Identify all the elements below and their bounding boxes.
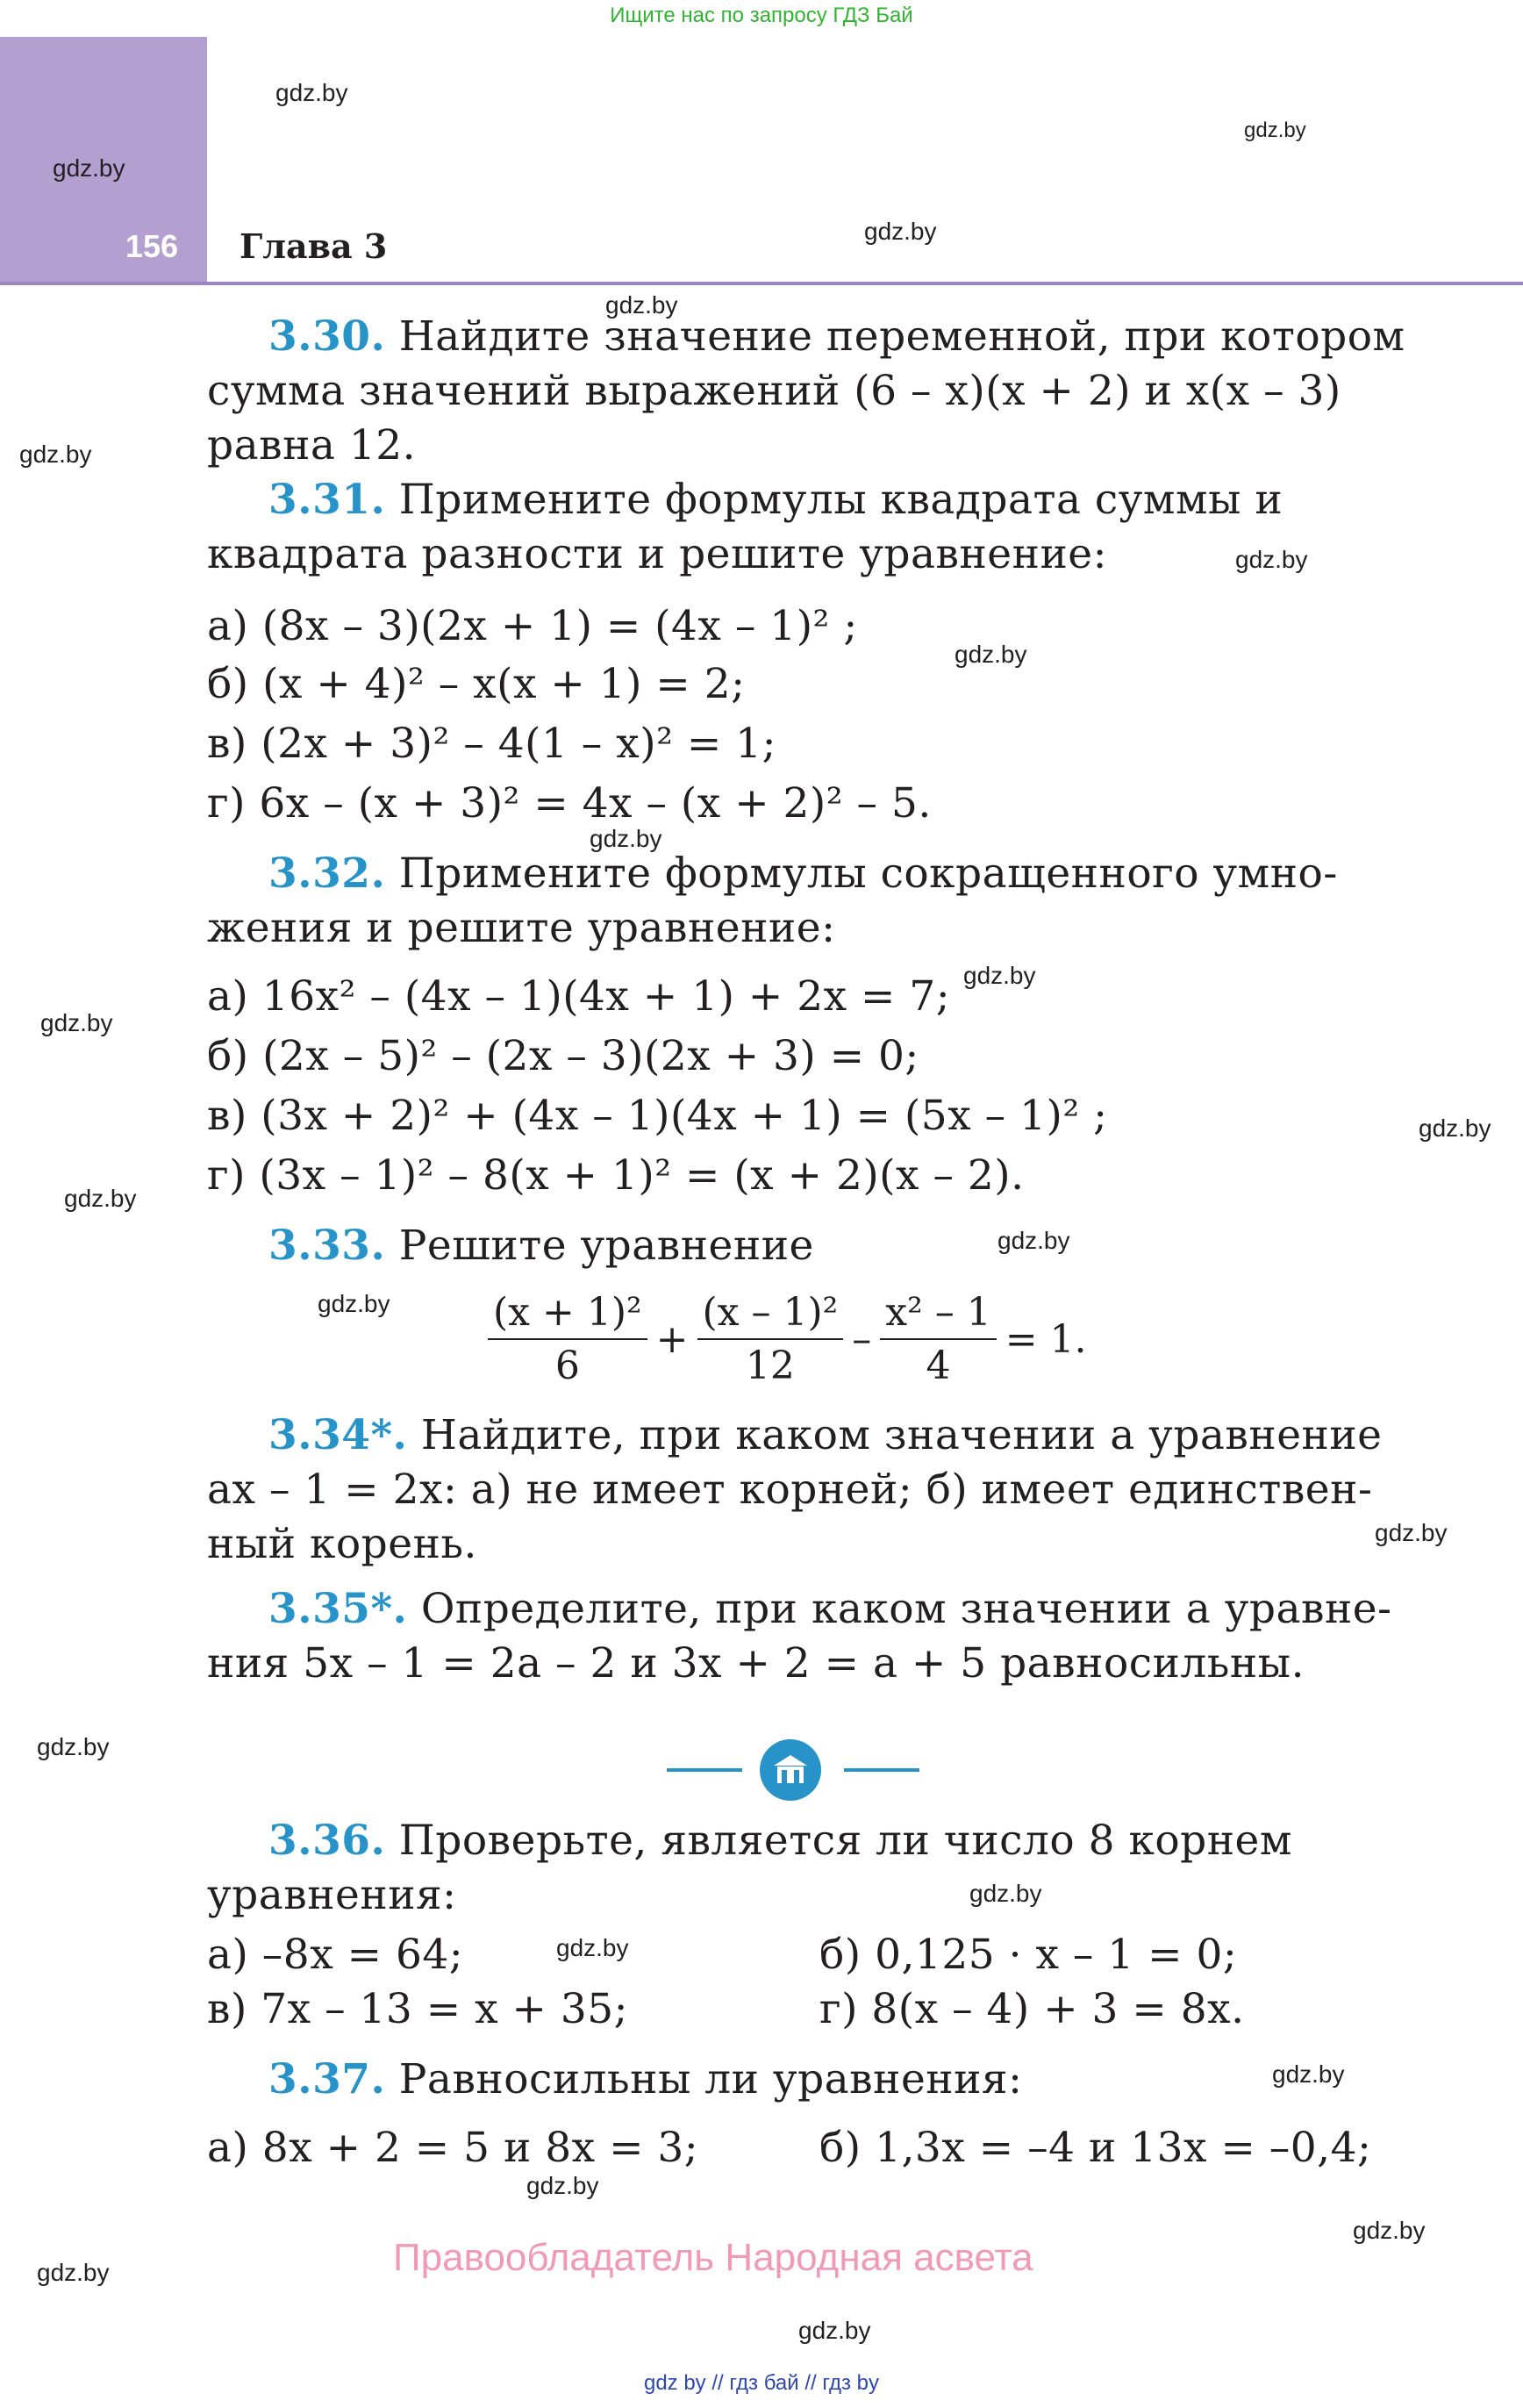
denominator: 6 <box>554 1344 580 1388</box>
problem-number: 3.35*. <box>268 1585 408 1633</box>
problem-3-35-line2: ния 5x – 1 = 2a – 2 и 3x + 2 = a + 5 равносильны. <box>207 1639 1305 1688</box>
problem-number: 3.32. <box>268 849 386 898</box>
problem-text: Решите уравнение <box>398 1222 814 1270</box>
problem-3-37-line1 <box>268 2055 1022 2103</box>
numerator: x² – 1 <box>880 1290 996 1340</box>
watermark: gdz.by <box>1244 118 1306 142</box>
fraction-3 <box>880 1290 996 1388</box>
watermark: gdz.by <box>40 1009 113 1036</box>
problem-3-31-d: г) 6x – (x + 3)² = 4x – (x + 2)² – 5. <box>207 779 932 828</box>
watermark: gdz.by <box>963 962 1036 989</box>
watermark: gdz.by <box>590 825 662 852</box>
watermark: gdz.by <box>64 1185 137 1212</box>
watermark: gdz.by <box>798 2317 871 2344</box>
watermark: gdz.by <box>318 1290 390 1317</box>
chapter-title: Глава 3 <box>240 226 388 266</box>
watermark: gdz.by <box>526 2172 599 2199</box>
problem-3-36-c: в) 7x – 13 = x + 35; <box>207 1985 628 2033</box>
watermark: gdz.by <box>1235 546 1308 573</box>
problem-text: Равносильны ли уравнения: <box>398 2055 1023 2103</box>
operator: – <box>852 1316 872 1362</box>
divider-line <box>667 1768 742 1772</box>
watermark: gdz.by <box>605 291 678 319</box>
problem-3-36-a: а) –8x = 64; <box>207 1931 464 1979</box>
problem-3-34-line1 <box>268 1411 1383 1459</box>
problem-3-31-line1 <box>268 476 1283 524</box>
problem-3-32-b: б) (2x – 5)² – (2x – 3)(2x + 3) = 0; <box>207 1032 919 1080</box>
problem-number: 3.36. <box>268 1817 386 1865</box>
problem-text: Определите, при каком значении a уравне- <box>420 1585 1392 1633</box>
footer-links[interactable]: gdz by // гдз бай // гдз by <box>643 2371 880 2395</box>
problem-3-30-line1 <box>268 312 1405 361</box>
page-number: 156 <box>125 228 179 264</box>
problem-3-32-d: г) (3x – 1)² – 8(x + 1)² = (x + 2)(x – 2). <box>207 1151 1025 1200</box>
problem-3-31-a: а) (8x – 3)(2x + 1) = (4x – 1)² ; <box>207 602 858 650</box>
watermark: gdz.by <box>19 441 92 468</box>
watermark: gdz.by <box>1353 2217 1426 2244</box>
problem-number: 3.30. <box>268 312 386 361</box>
fraction-2 <box>697 1290 844 1388</box>
watermark: gdz.by <box>969 1880 1042 1907</box>
house-icon <box>760 1739 821 1801</box>
denominator: 12 <box>745 1344 795 1388</box>
problem-3-33-line1 <box>268 1222 814 1270</box>
watermark: gdz.by <box>556 1934 629 1961</box>
numerator: (x + 1)² <box>488 1290 647 1340</box>
watermark: gdz.by <box>1272 2060 1345 2088</box>
problem-3-31-c: в) (2x + 3)² – 4(1 – x)² = 1; <box>207 720 776 768</box>
problem-text: Найдите значение переменной, при котором <box>398 312 1405 361</box>
problem-3-35-line1 <box>268 1585 1392 1633</box>
problem-number: 3.31. <box>268 476 386 524</box>
watermark: gdz.by <box>864 218 937 245</box>
numerator: (x – 1)² <box>697 1290 844 1340</box>
problem-3-32-line1 <box>268 849 1338 898</box>
problem-3-36-line1 <box>268 1817 1292 1865</box>
problem-number: 3.33. <box>268 1222 386 1270</box>
problem-number: 3.34*. <box>268 1411 408 1459</box>
problem-3-37-a: а) 8x + 2 = 5 и 8x = 3; <box>207 2124 699 2172</box>
problem-3-37-b: б) 1,3x = –4 и 13x = –0,4; <box>819 2124 1372 2172</box>
problem-3-33-equation <box>488 1290 1087 1388</box>
problem-number: 3.37. <box>268 2055 386 2103</box>
problem-3-32-a: а) 16x² – (4x – 1)(4x + 1) + 2x = 7; <box>207 972 951 1021</box>
problem-3-36-d: г) 8(x – 4) + 3 = 8x. <box>819 1985 1245 2033</box>
problem-text: Примените формулы квадрата суммы и <box>398 476 1283 524</box>
problem-3-36-b: б) 0,125 · x – 1 = 0; <box>819 1931 1238 1979</box>
problem-3-34-line2: ax – 1 = 2x: а) не имеет корней; б) имеет единствен- <box>207 1466 1373 1514</box>
watermark: gdz.by <box>1419 1114 1491 1142</box>
equation-rhs: = 1. <box>1005 1316 1087 1362</box>
problem-3-31-line2: квадрата разности и решите уравнение: <box>207 530 1107 578</box>
problem-3-36-line2: уравнения: <box>207 1871 457 1919</box>
watermark: gdz.by <box>37 2259 110 2286</box>
watermark: gdz.by <box>1375 1519 1448 1546</box>
problem-text: Найдите, при каком значении a уравнение <box>420 1411 1383 1459</box>
header-rule <box>0 282 1523 285</box>
copyright-notice: Правообладатель Народная асвета <box>393 2236 1033 2279</box>
watermark: gdz.by <box>955 641 1027 668</box>
top-banner[interactable]: Ищите нас по запросу ГДЗ Бай <box>610 4 913 27</box>
watermark: gdz.by <box>997 1227 1070 1254</box>
house-icon <box>760 1739 821 1801</box>
divider-line <box>844 1768 919 1772</box>
watermark: gdz.by <box>37 1733 110 1760</box>
watermark: gdz.by <box>275 79 348 106</box>
watermark: gdz.by <box>53 154 125 182</box>
problem-3-30-line3: равна 12. <box>207 421 417 469</box>
problem-text: Примените формулы сокращенного умно- <box>398 849 1338 898</box>
problem-3-32-line2: жения и решите уравнение: <box>207 904 836 952</box>
fraction-1 <box>488 1290 647 1388</box>
problem-text: Проверьте, является ли число 8 корнем <box>398 1817 1292 1865</box>
problem-3-34-line3: ный корень. <box>207 1520 477 1568</box>
problem-3-32-c: в) (3x + 2)² + (4x – 1)(4x + 1) = (5x – 1)² ; <box>207 1092 1108 1140</box>
operator: + <box>655 1316 689 1362</box>
denominator: 4 <box>926 1344 951 1388</box>
problem-3-30-line2: сумма значений выражений (6 – x)(x + 2) и x(x – 3) <box>207 367 1341 415</box>
problem-3-31-b: б) (x + 4)² – x(x + 1) = 2; <box>207 660 746 708</box>
